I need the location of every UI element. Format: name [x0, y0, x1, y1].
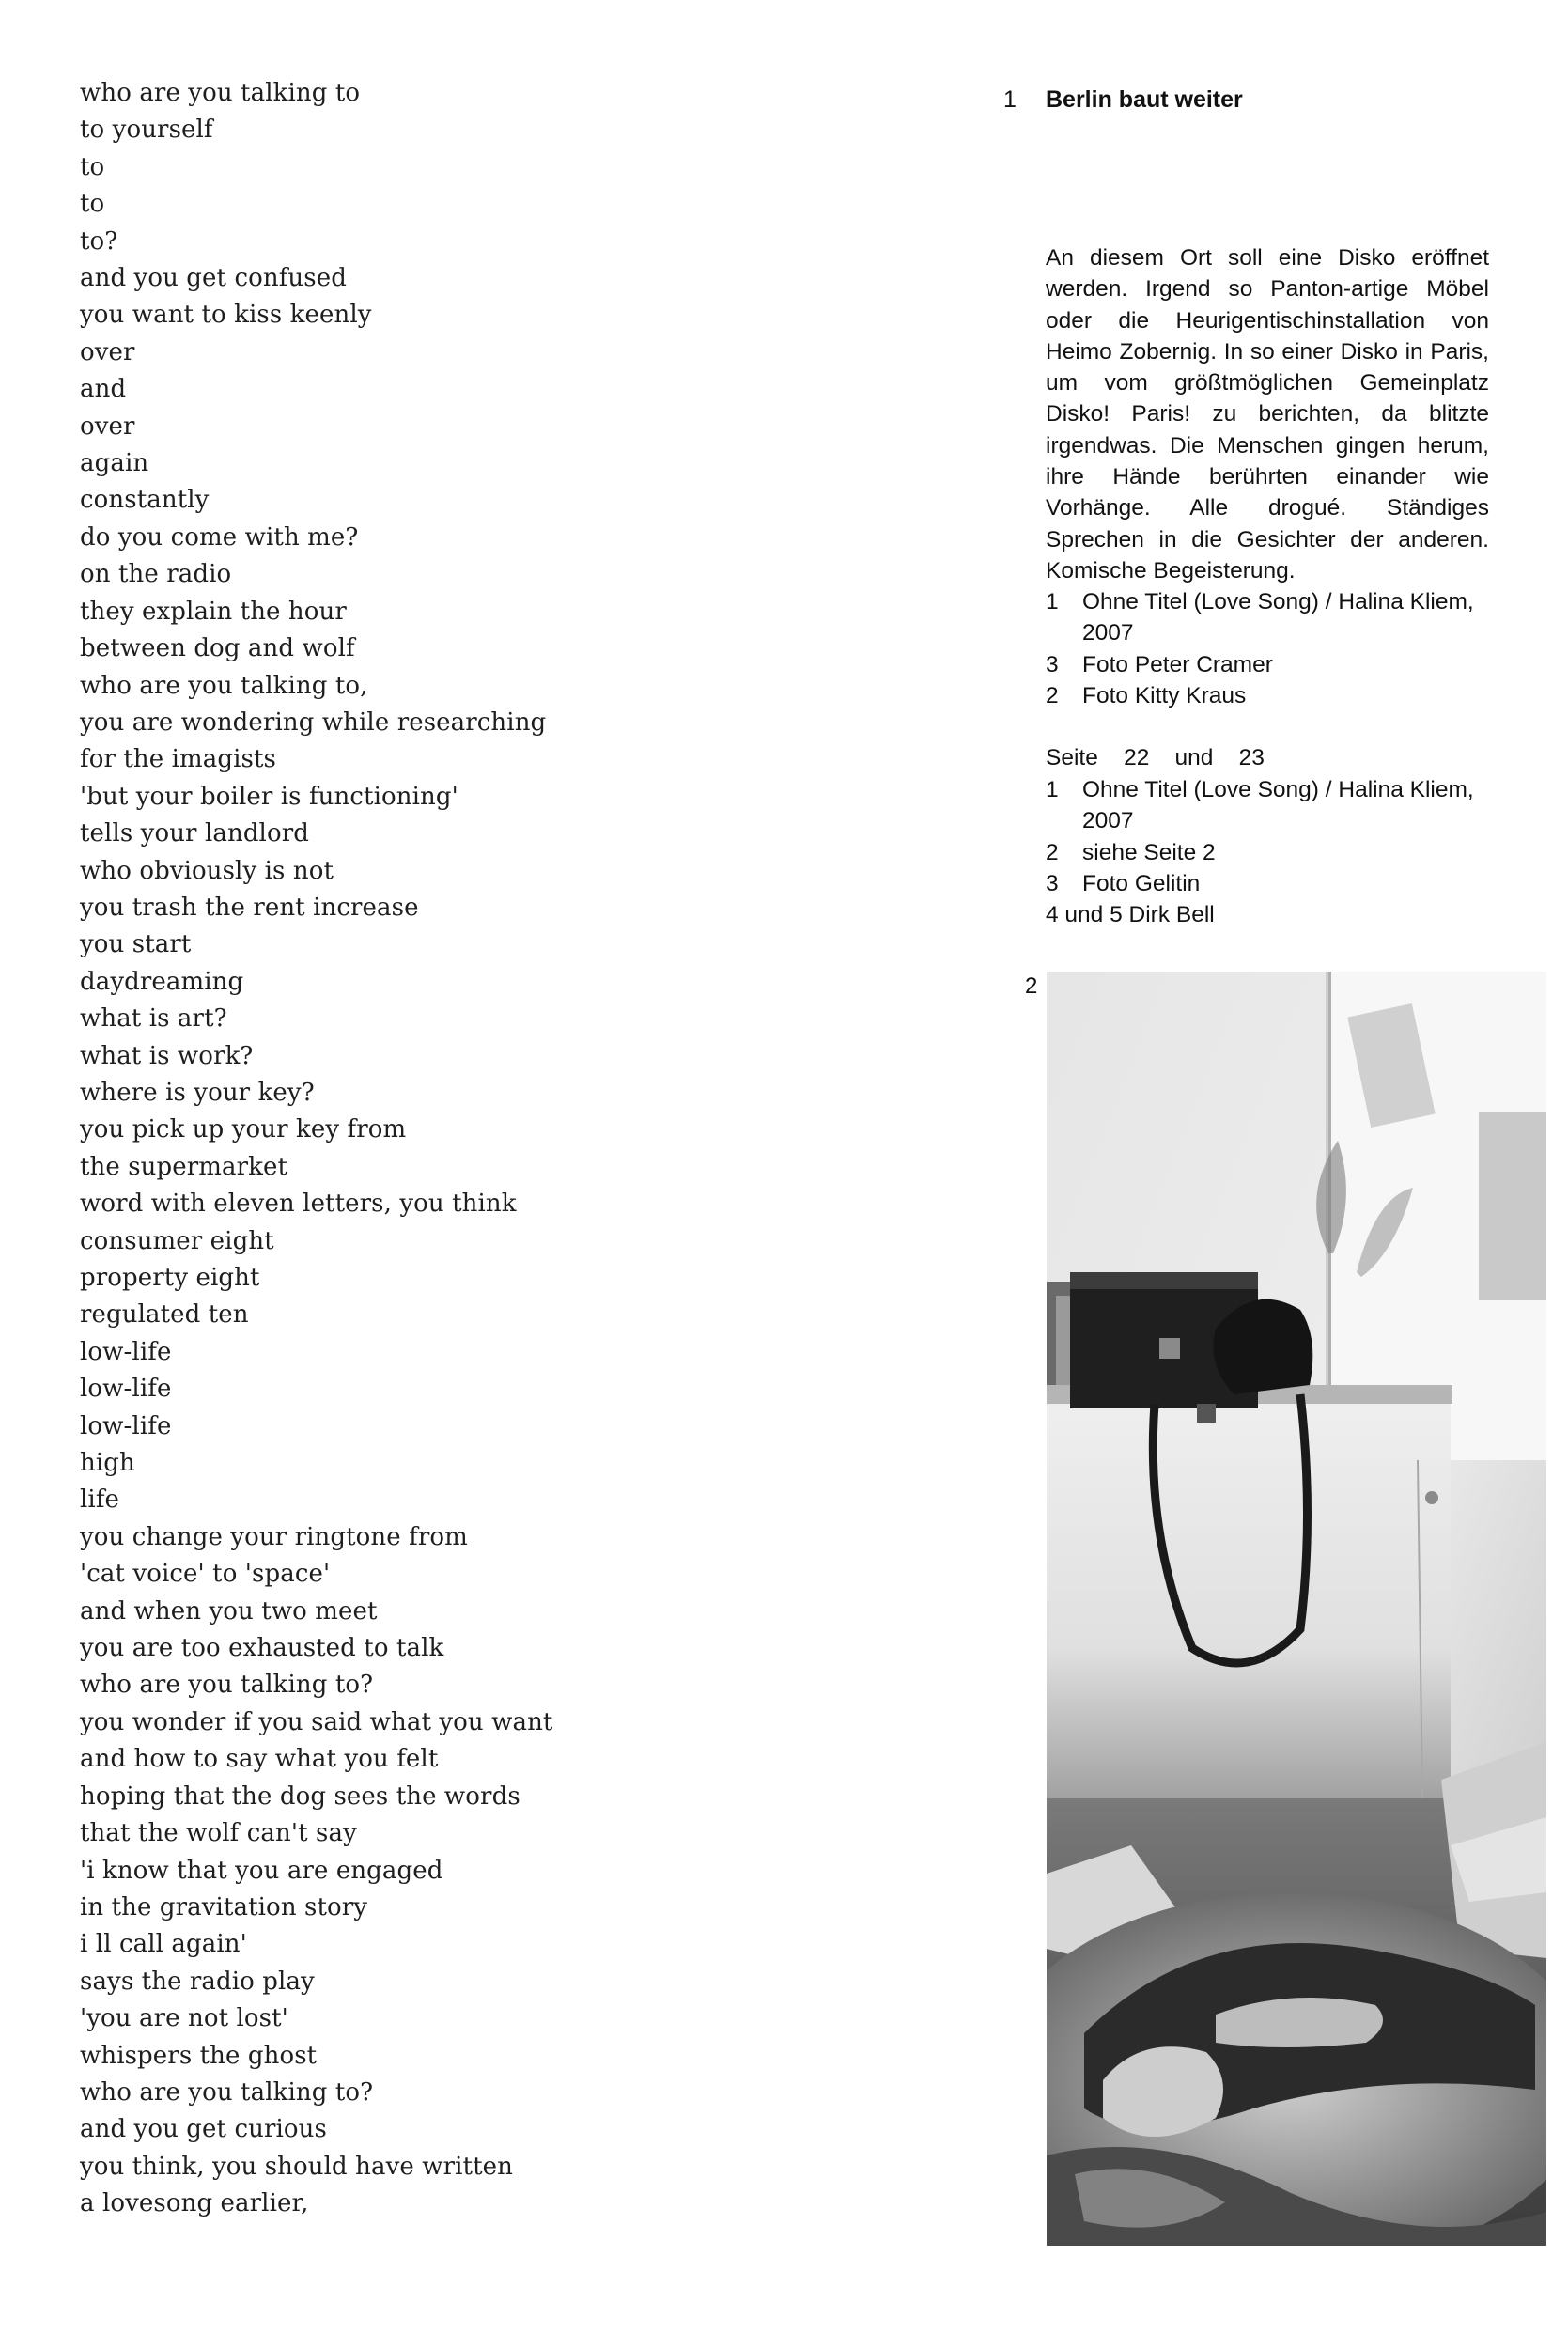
photo-number: 2 [1025, 973, 1038, 999]
poem-line: you are too exhausted to talk [80, 1634, 444, 1663]
poem-line: i ll call again' [80, 1930, 247, 1959]
poem-line: tells your landlord [80, 819, 309, 848]
poem-line: do you come with me? [80, 522, 359, 552]
credit-item: 2 Foto Kitty Kraus [1046, 682, 1247, 708]
poem-line: 'but your boiler is functioning' [80, 782, 458, 811]
poem-line: says the radio play [80, 1967, 315, 1996]
poem-line: consumer eight [80, 1226, 274, 1255]
credits-list-b [1046, 774, 1497, 930]
credit-item: 1 Ohne Titel (Love Song) / Halina Kliem, 2007 [1046, 589, 1474, 646]
poem-line: to yourself [80, 116, 213, 145]
poem [80, 75, 606, 2223]
poem-line: high [80, 1449, 135, 1478]
poem-line: you wonder if you said what you want [80, 1707, 553, 1736]
poem-line: what is work? [80, 1041, 254, 1070]
poem-line: where is your key? [80, 1078, 315, 1107]
poem-line: to? [80, 226, 118, 256]
poem-line: you trash the rent increase [80, 893, 419, 922]
credit-item: 2 siehe Seite 2 [1046, 839, 1216, 865]
poem-line: property eight [80, 1264, 260, 1292]
poem-line: you are wondering while researching [80, 708, 547, 737]
poem-line: and how to say what you felt [80, 1745, 439, 1774]
poem-line: whispers the ghost [80, 2041, 318, 2070]
poem-line: who are you talking to? [80, 1671, 374, 1700]
poem-line: life [80, 1486, 120, 1515]
poem-line: who are you talking to, [80, 671, 368, 700]
poem-line: to [80, 190, 105, 219]
poem-line: hoping that the dog sees the words [80, 1781, 520, 1811]
credit-item: 3 Foto Peter Cramer [1046, 651, 1273, 677]
credit-item: 1 Ohne Titel (Love Song) / Halina Kliem, 2007 [1046, 777, 1474, 834]
poem-line: you pick up your key from [80, 1115, 407, 1144]
poem-line: the supermarket [80, 1152, 288, 1181]
poem-line: who obviously is not [80, 856, 334, 885]
poem-line: low-life [80, 1337, 172, 1366]
poem-line: on the radio [80, 560, 232, 589]
poem-line: 'you are not lost' [80, 2004, 288, 2033]
article-paragraph: An diesem Ort soll eine Disko eröffnet werden. Irgend so Panton-artige Möbel oder die Heurigentischinstallation von Heimo Zobernig. In so einer Disko in Paris, um vom größtmöglichen Gemeinplatz Disko! Paris! zu berichten, da blitzte irgendwas. Die Menschen gingen herum, ihre Hände berührten einander wie Vorhänge. Alle drogué. Ständiges Sprechen in die Gesichter der anderen. Komische Begeisterung. [1046, 245, 1489, 583]
poem-line: for the imagists [80, 745, 276, 774]
poem-line: what is art? [80, 1004, 227, 1034]
poem-line: in the gravitation story [80, 1892, 368, 1921]
credit-item: 4 und 5 Dirk Bell [1046, 902, 1215, 928]
poem-line: who are you talking to? [80, 2077, 374, 2107]
poem-line: over [80, 412, 135, 441]
credits-list-a [1046, 586, 1497, 711]
poem-line: to [80, 152, 105, 181]
poem-line: you change your ringtone from [80, 1522, 468, 1551]
poem-line: and you get confused [80, 264, 347, 293]
article-title: Berlin baut weiter [1046, 86, 1243, 113]
poem-line: 'i know that you are engaged [80, 1856, 443, 1885]
poem-line: over [80, 337, 135, 366]
poem-line: again [80, 449, 149, 478]
poem-line: and you get curious [80, 2115, 327, 2144]
poem-line: and when you two meet [80, 1596, 378, 1626]
poem-line: you start [80, 930, 192, 959]
poem-line: low-life [80, 1375, 172, 1404]
poem-line: low-life [80, 1411, 172, 1440]
poem-line: you think, you should have written [80, 2152, 513, 2181]
page-reference: Seite 22 und 23 [1046, 745, 1265, 770]
poem-line: 'cat voice' to 'space' [80, 1560, 331, 1589]
poem-line: regulated ten [80, 1300, 249, 1330]
poem-line: word with eleven letters, you think [80, 1190, 517, 1219]
credit-item: 3 Foto Gelitin [1046, 870, 1201, 896]
poem-line: who are you talking to [80, 79, 361, 107]
article-number: 1 [1003, 86, 1017, 113]
poem-line: between dog and wolf [80, 634, 355, 663]
photo-illustration [1047, 972, 1546, 2246]
poem-line: and [80, 375, 127, 404]
poem-line: daydreaming [80, 967, 244, 996]
photo [1047, 972, 1546, 2246]
poem-line: they explain the hour [80, 597, 347, 626]
poem-line: that the wolf can't say [80, 1819, 357, 1848]
poem-line: a lovesong earlier, [80, 2189, 309, 2218]
poem-line: you want to kiss keenly [80, 301, 372, 330]
poem-line: constantly [80, 486, 210, 515]
